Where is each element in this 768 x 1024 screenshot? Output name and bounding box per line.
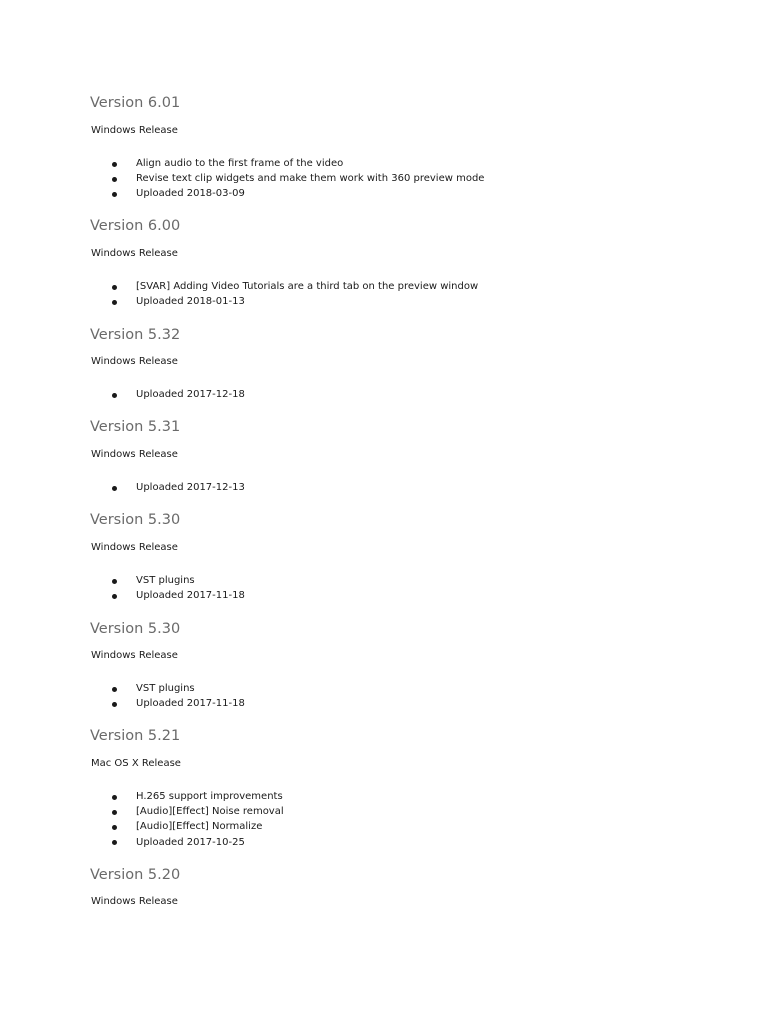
version-heading: Version 5.20 — [90, 867, 181, 883]
list-item-text: Uploaded 2017-12-13 — [136, 482, 245, 493]
bullet-icon — [112, 825, 117, 830]
bullet-icon — [112, 177, 117, 182]
list-item-text: VST plugins — [136, 575, 195, 586]
bullet-icon — [112, 687, 117, 692]
list-item-text: [SVAR] Adding Video Tutorials are a third tab on the preview window — [136, 281, 479, 292]
version-heading: Version 6.01 — [90, 95, 181, 111]
bullet-icon — [112, 702, 117, 707]
list-item-text: Align audio to the first frame of the video — [136, 158, 344, 169]
bullet-icon — [112, 594, 117, 599]
release-platform: Windows Release — [91, 650, 178, 661]
version-heading: Version 5.30 — [90, 512, 181, 528]
bullet-icon — [112, 810, 117, 815]
release-platform: Windows Release — [91, 356, 178, 367]
release-platform: Windows Release — [91, 896, 178, 907]
list-item-text: [Audio][Effect] Normalize — [136, 821, 263, 833]
release-platform: Mac OS X Release — [91, 758, 181, 769]
release-platform: Windows Release — [91, 248, 178, 259]
list-item-text: Uploaded 2018-03-09 — [136, 188, 245, 200]
bullet-icon — [112, 486, 117, 491]
list-item-text: H.265 support improvements — [136, 791, 283, 802]
release-platform: Windows Release — [91, 449, 178, 460]
bullet-icon — [112, 300, 117, 305]
list-item-text: Uploaded 2017-10-25 — [136, 836, 245, 848]
list-item-text: Uploaded 2018-01-13 — [136, 296, 245, 308]
bullet-icon — [112, 795, 117, 800]
list-item-text: VST plugins — [136, 683, 195, 694]
bullet-icon — [112, 840, 117, 845]
list-item-text: Revise text clip widgets and make them work with 360 preview mode — [136, 173, 485, 185]
bullet-icon — [112, 393, 117, 398]
version-heading: Version 6.00 — [90, 218, 181, 234]
version-heading: Version 5.32 — [90, 327, 181, 343]
version-heading: Version 5.31 — [90, 419, 181, 435]
release-platform: Windows Release — [91, 542, 178, 553]
version-heading: Version 5.30 — [90, 621, 181, 637]
bullet-icon — [112, 162, 117, 167]
list-item-text: Uploaded 2017-12-18 — [136, 389, 245, 400]
bullet-icon — [112, 579, 117, 584]
list-item-text: Uploaded 2017-11-18 — [136, 590, 245, 602]
list-item-text: Uploaded 2017-11-18 — [136, 698, 245, 710]
bullet-icon — [112, 285, 117, 290]
version-heading: Version 5.21 — [90, 728, 181, 744]
list-item-text: [Audio][Effect] Noise removal — [136, 806, 284, 818]
release-platform: Windows Release — [91, 125, 178, 136]
bullet-icon — [112, 192, 117, 197]
